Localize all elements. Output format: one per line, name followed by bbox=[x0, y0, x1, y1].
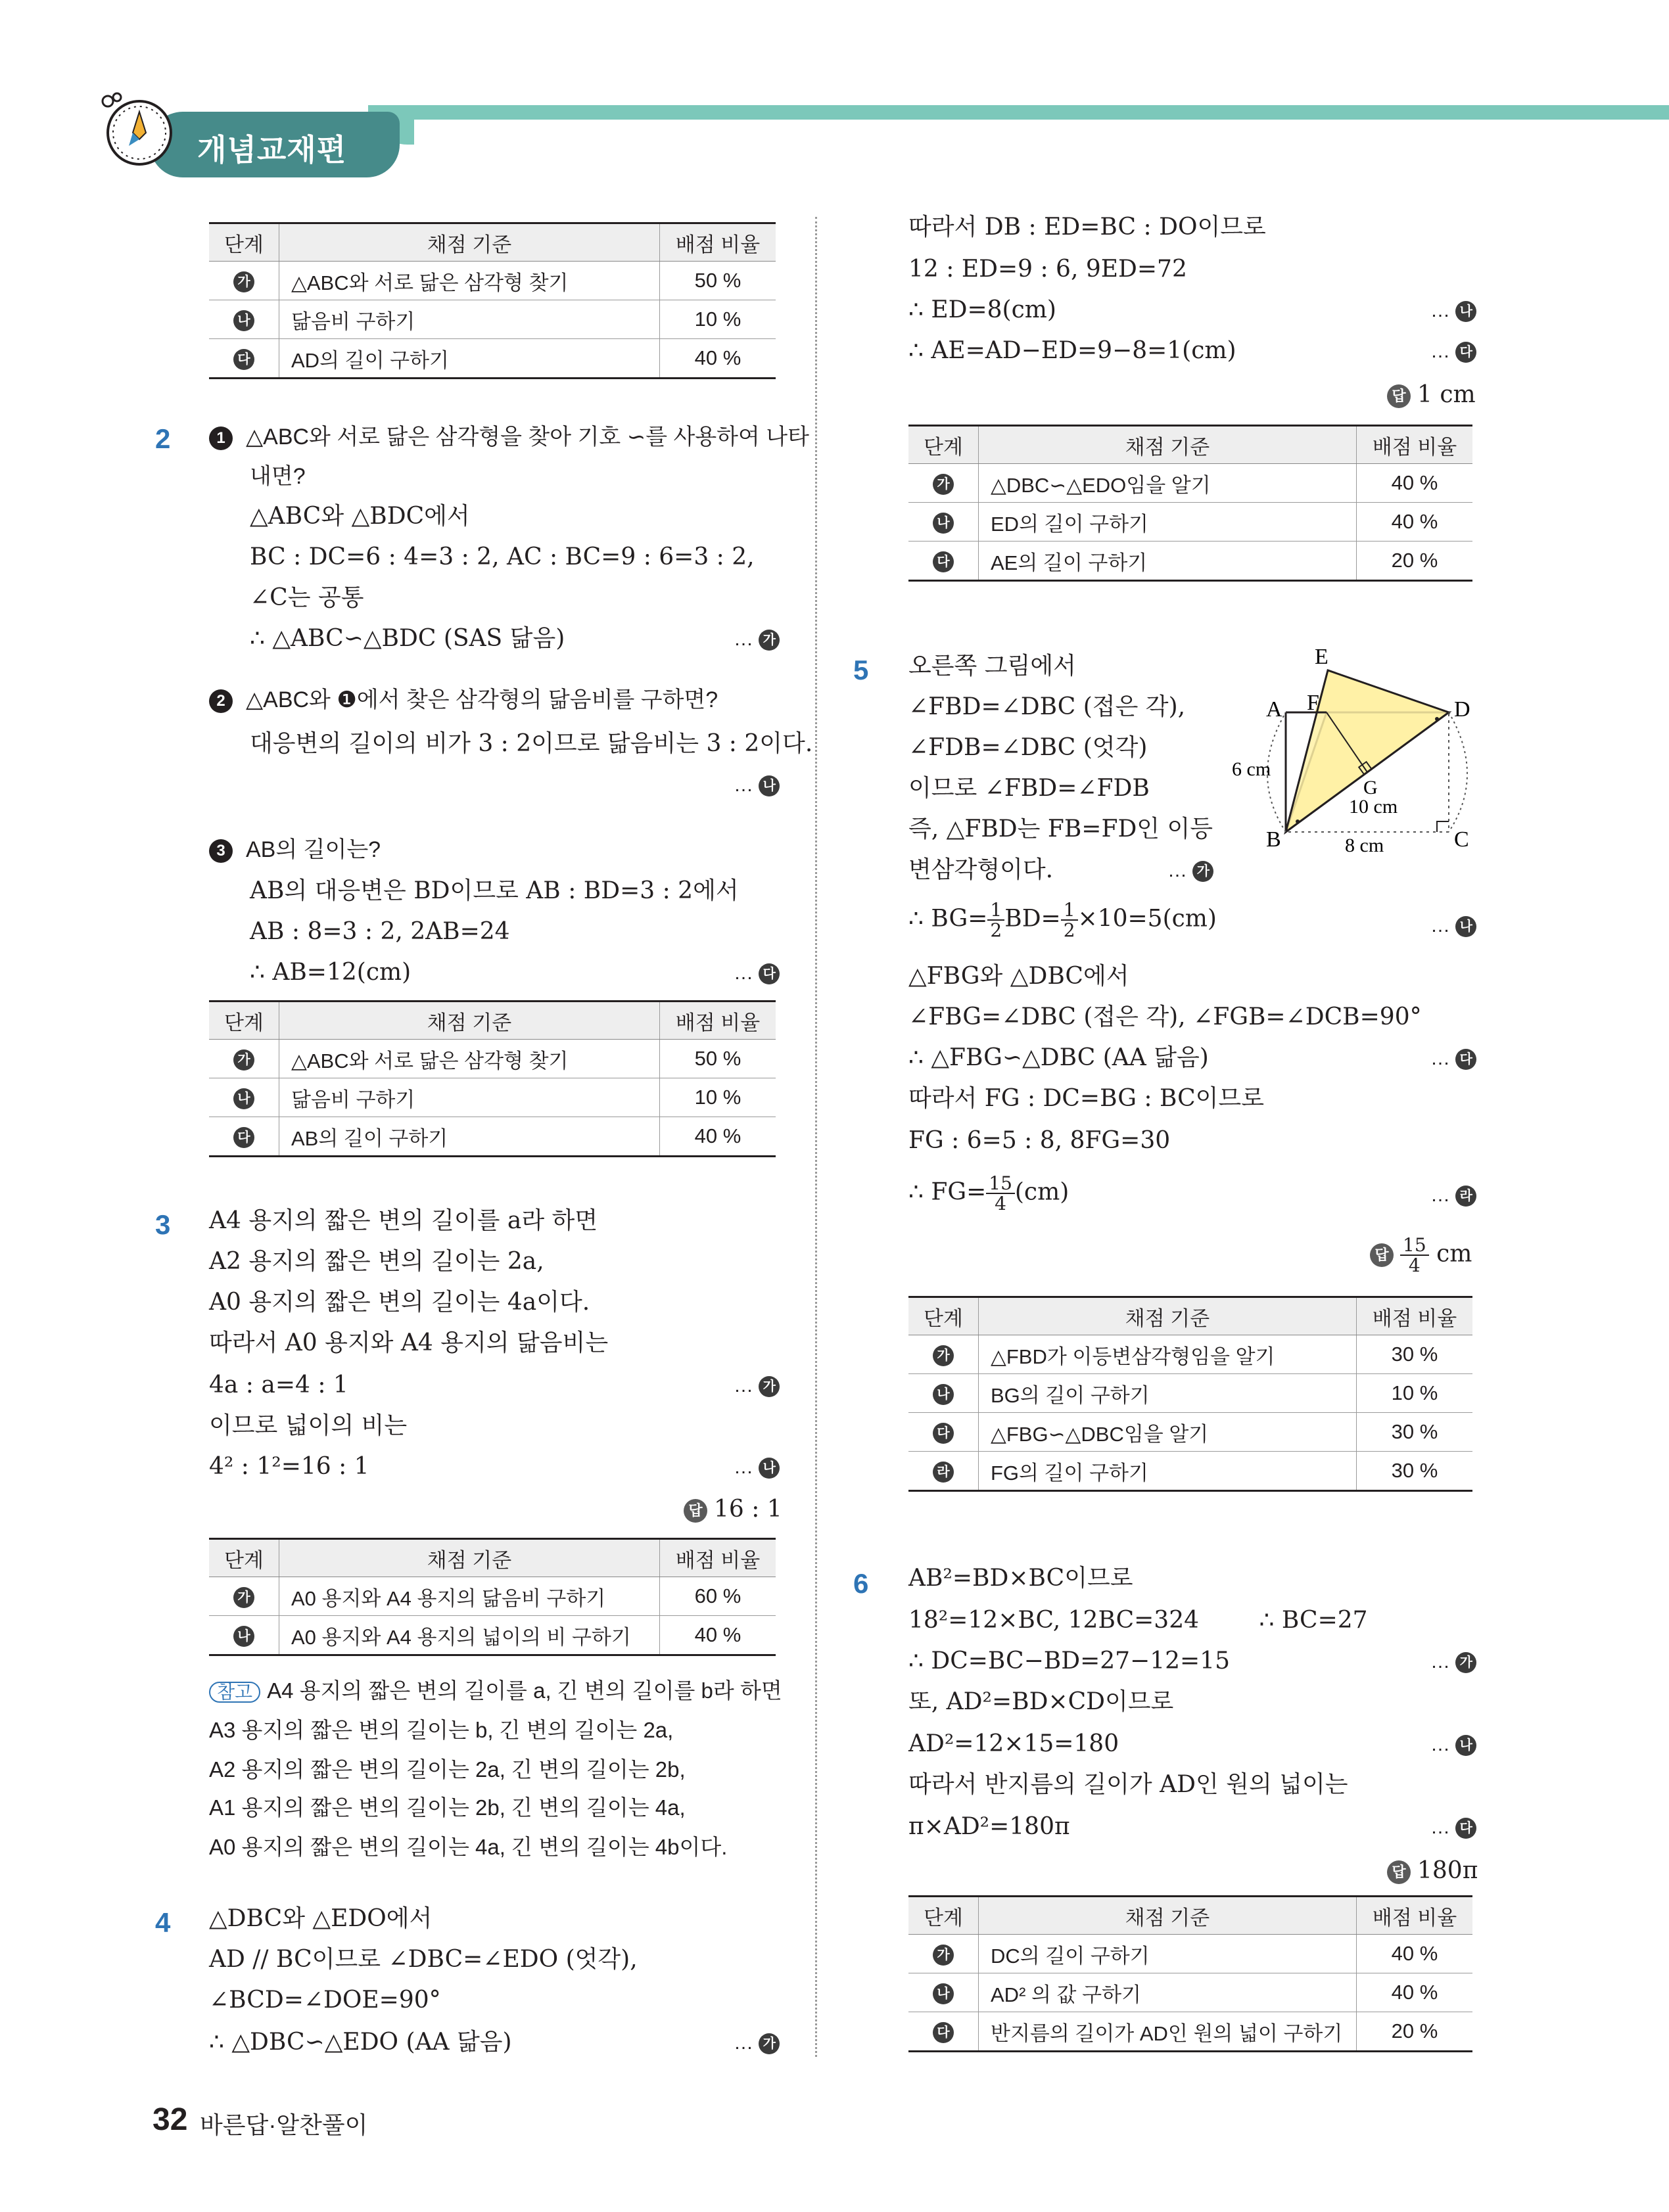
step-marker: … 가 bbox=[1430, 1651, 1476, 1673]
col-step: 단계 bbox=[908, 426, 979, 464]
table-row bbox=[209, 339, 776, 379]
col-criteria: 채점 기준 bbox=[979, 426, 1357, 464]
q4-line: △DBC와 △EDO에서 bbox=[209, 1905, 433, 1932]
answer-icon: 답 bbox=[1370, 1243, 1394, 1267]
table-q2 bbox=[209, 1000, 776, 1157]
step-mark: 나 bbox=[933, 513, 954, 534]
answer: 답 180π bbox=[1387, 1857, 1478, 1884]
q5-line: △FBG와 △DBC에서 bbox=[908, 963, 1129, 990]
header-band bbox=[368, 105, 1669, 120]
label-c: C bbox=[1454, 827, 1469, 852]
criteria-cell: DC의 길이 구하기 bbox=[979, 1935, 1357, 1973]
ratio-cell: 40 % bbox=[1357, 1935, 1473, 1973]
col-criteria: 채점 기준 bbox=[279, 223, 660, 262]
q2-line: AB의 대응변은 BD이므로 AB : BD=3 : 2에서 bbox=[250, 877, 739, 904]
ratio-cell: 10 % bbox=[1357, 1374, 1473, 1413]
note-line: 참고 A4 용지의 짧은 변의 길이를 a, 긴 변의 길이를 b라 하면 bbox=[209, 1680, 782, 1703]
length-ab: 6 cm bbox=[1232, 758, 1271, 780]
q2-line: ∴ AB=12(cm) bbox=[250, 959, 411, 986]
col-criteria: 채점 기준 bbox=[279, 1539, 660, 1577]
step-marker: … 가 bbox=[1167, 860, 1213, 882]
criteria-cell: △FBG∽△DBC임을 알기 bbox=[979, 1413, 1357, 1452]
ratio-cell: 20 % bbox=[1357, 2012, 1473, 2052]
step-mark: 가 bbox=[233, 1049, 254, 1071]
col-step: 단계 bbox=[209, 1002, 279, 1040]
q2-line: AB : 8=3 : 2, 2AB=24 bbox=[250, 918, 510, 945]
q2-part3-question: 3 AB의 길이는? bbox=[209, 839, 381, 863]
step-mark: 나 bbox=[933, 1384, 954, 1405]
ratio-cell: 10 % bbox=[660, 300, 776, 339]
table-row bbox=[908, 1413, 1472, 1452]
header-title: 개념교재편 bbox=[197, 133, 347, 167]
table-row bbox=[908, 464, 1472, 503]
q6-line: 또, AD²=BD×CD이므로 bbox=[908, 1688, 1174, 1715]
step-marker: … 가 bbox=[734, 1375, 780, 1397]
col-step: 단계 bbox=[209, 223, 279, 262]
answer: 답 $\frac{15}{4}$ cm bbox=[1370, 1235, 1472, 1276]
table-row bbox=[209, 1577, 776, 1616]
table-row bbox=[908, 1452, 1472, 1491]
step-marker: … 다 bbox=[1430, 340, 1476, 363]
label-f: F bbox=[1307, 691, 1319, 715]
col-criteria: 채점 기준 bbox=[979, 1297, 1357, 1335]
q6-line: AD²=12×15=180 bbox=[908, 1730, 1119, 1757]
ratio-cell: 50 % bbox=[660, 262, 776, 300]
col-ratio: 배점 비율 bbox=[660, 223, 776, 262]
step-marker: … 나 bbox=[1430, 915, 1476, 937]
q4-line: ∴ △DBC∽△EDO (AA 닮음) bbox=[209, 2029, 512, 2056]
label-g: G bbox=[1363, 777, 1378, 798]
q2-line: △ABC와 △BDC에서 bbox=[250, 503, 470, 530]
step-mark: 나 bbox=[933, 1983, 954, 2004]
q3-line: 따라서 A0 용지와 A4 용지의 닮음비는 bbox=[209, 1329, 609, 1356]
step-marker: … 가 bbox=[734, 2032, 780, 2054]
q4-line: AD // BC이므로 ∠DBC=∠EDO (엇각), bbox=[209, 1946, 638, 1973]
clock-icon bbox=[99, 92, 177, 171]
column-divider bbox=[815, 217, 817, 2057]
table-row bbox=[908, 1335, 1472, 1374]
q4-line: ∠BCD=∠DOE=90° bbox=[209, 1987, 441, 2014]
fraction: $\frac{1}{2}$ bbox=[987, 900, 1004, 940]
criteria-cell: △FBD가 이등변삼각형임을 알기 bbox=[979, 1335, 1357, 1374]
q2-line: ∠C는 공통 bbox=[250, 584, 364, 611]
criteria-cell: AD² 의 값 구하기 bbox=[979, 1973, 1357, 2012]
table-q1 bbox=[209, 222, 776, 379]
step-marker: … 나 bbox=[734, 774, 780, 796]
table-row bbox=[209, 262, 776, 300]
q2-line: ∴ △ABC∽△BDC (SAS 닮음) bbox=[250, 625, 565, 652]
table-row bbox=[209, 1117, 776, 1157]
ratio-cell: 10 % bbox=[660, 1078, 776, 1117]
q5-line: 변삼각형이다. bbox=[908, 856, 1054, 883]
question-number: 5 bbox=[853, 655, 869, 685]
q5-line: ∠FBG=∠DBC (접은 각), ∠FGB=∠DCB=90° bbox=[908, 1003, 1422, 1030]
criteria-cell: A0 용지와 A4 용지의 닮음비 구하기 bbox=[279, 1577, 660, 1616]
criteria-cell: A0 용지와 A4 용지의 넓이의 비 구하기 bbox=[279, 1616, 660, 1655]
q2-part1-question-cont: 내면? bbox=[250, 464, 306, 489]
step-mark: 가 bbox=[933, 474, 954, 495]
ratio-cell: 30 % bbox=[1357, 1335, 1473, 1374]
step-marker: … 라 bbox=[1430, 1184, 1476, 1207]
table-row bbox=[908, 503, 1472, 541]
criteria-cell: 반지름의 길이가 AD인 원의 넓이 구하기 bbox=[979, 2012, 1357, 2052]
col-criteria: 채점 기준 bbox=[979, 1897, 1357, 1935]
fraction: $\frac{15}{4}$ bbox=[1400, 1235, 1429, 1276]
table-q5 bbox=[908, 1296, 1472, 1492]
note-line: A3 용지의 짧은 변의 길이는 b, 긴 변의 길이는 2a, bbox=[209, 1718, 674, 1742]
step-mark: 다 bbox=[233, 1127, 254, 1148]
step-marker: … 나 bbox=[1430, 300, 1476, 322]
step-mark: 가 bbox=[233, 1587, 254, 1608]
label-d: D bbox=[1454, 697, 1470, 722]
criteria-cell: △ABC와 서로 닮은 삼각형 찾기 bbox=[279, 262, 660, 300]
q6-line: 18²=12×BC, 12BC=324 ∴ BC=27 bbox=[908, 1607, 1368, 1634]
table-row bbox=[209, 1078, 776, 1117]
q5-line: FG : 6=5 : 8, 8FG=30 bbox=[908, 1127, 1171, 1154]
q5-line: ∠FBD=∠DBC (접은 각), bbox=[908, 693, 1186, 720]
step-mark: 가 bbox=[233, 271, 254, 292]
step-mark: 다 bbox=[933, 2022, 954, 2043]
step-marker: … 다 bbox=[1430, 1048, 1476, 1070]
q6-line: π×AD²=180π bbox=[908, 1813, 1070, 1840]
table-row bbox=[908, 1935, 1472, 1973]
q5-line: ∴ △FBG∽△DBC (AA 닮음) bbox=[908, 1044, 1209, 1071]
table-q3 bbox=[209, 1538, 776, 1656]
criteria-cell: AD의 길이 구하기 bbox=[279, 339, 660, 379]
step-mark: 가 bbox=[933, 1945, 954, 1966]
q4-line: 12 : ED=9 : 6, 9ED=72 bbox=[908, 256, 1187, 283]
step-marker: … 나 bbox=[734, 1456, 780, 1479]
q6-line: AB²=BD×BC이므로 bbox=[908, 1565, 1133, 1592]
answer: 답 16 : 1 bbox=[684, 1496, 782, 1523]
q3-line: A0 용지의 짧은 변의 길이는 4a이다. bbox=[209, 1289, 590, 1316]
step-mark: 다 bbox=[933, 1423, 954, 1444]
table-row bbox=[908, 1374, 1472, 1413]
criteria-cell: FG의 길이 구하기 bbox=[979, 1452, 1357, 1491]
col-ratio: 배점 비율 bbox=[1357, 426, 1473, 464]
ratio-cell: 40 % bbox=[1357, 1973, 1473, 2012]
step-marker: … 가 bbox=[734, 628, 780, 651]
note-line: A0 용지의 짧은 변의 길이는 4a, 긴 변의 길이는 4b이다. bbox=[209, 1835, 728, 1859]
note-line: A2 용지의 짧은 변의 길이는 2a, 긴 변의 길이는 2b, bbox=[209, 1757, 686, 1782]
q3-line: 4² : 1²=16 : 1 bbox=[209, 1453, 369, 1480]
criteria-cell: △DBC∽△EDO임을 알기 bbox=[979, 464, 1357, 503]
page-number: 32 bbox=[153, 2102, 188, 2137]
footer-label: 바른답·알찬풀이 bbox=[200, 2111, 368, 2138]
criteria-cell: 닮음비 구하기 bbox=[279, 300, 660, 339]
note-tag: 참고 bbox=[209, 1682, 260, 1703]
answer-icon: 답 bbox=[1387, 384, 1411, 408]
length-bd: 10 cm bbox=[1349, 796, 1398, 818]
q2-line: BC : DC=6 : 4=3 : 2, AC : BC=9 : 6=3 : 2, bbox=[250, 543, 755, 570]
table-row bbox=[908, 1973, 1472, 2012]
q5-line: ∠FDB=∠DBC (엇각) bbox=[908, 734, 1148, 761]
ratio-cell: 50 % bbox=[660, 1040, 776, 1078]
question-number: 6 bbox=[853, 1568, 869, 1599]
table-row bbox=[209, 300, 776, 339]
q3-line: 이므로 넓이의 비는 bbox=[209, 1412, 408, 1439]
ratio-cell: 40 % bbox=[660, 1616, 776, 1655]
ratio-cell: 40 % bbox=[660, 1117, 776, 1157]
step-mark: 나 bbox=[233, 1088, 254, 1109]
q2-line: 대응변의 길이의 비가 3 : 2이므로 닮음비는 3 : 2이다. bbox=[250, 730, 813, 757]
q2-part2-question: 2 △ABC와 ❶에서 찾은 삼각형의 닮음비를 구하면? bbox=[209, 689, 718, 713]
question-number: 4 bbox=[155, 1907, 171, 1938]
note-line: A1 용지의 짧은 변의 길이는 2b, 긴 변의 길이는 4a, bbox=[209, 1795, 686, 1820]
q4-line: ∴ AE=AD−ED=9−8=1(cm) bbox=[908, 337, 1236, 364]
criteria-cell: 닮음비 구하기 bbox=[279, 1078, 660, 1117]
ratio-cell: 60 % bbox=[660, 1577, 776, 1616]
table-q4 bbox=[908, 425, 1472, 582]
circled-number: 2 bbox=[209, 689, 233, 713]
col-ratio: 배점 비율 bbox=[660, 1539, 776, 1577]
answer: 답 1 cm bbox=[1387, 381, 1476, 408]
q3-line: A4 용지의 짧은 변의 길이를 a라 하면 bbox=[209, 1207, 598, 1234]
ratio-cell: 30 % bbox=[1357, 1413, 1473, 1452]
step-mark: 나 bbox=[233, 1626, 254, 1647]
q4-line: ∴ ED=8(cm) bbox=[908, 296, 1056, 323]
fraction: $\frac{1}{2}$ bbox=[1061, 900, 1078, 940]
col-criteria: 채점 기준 bbox=[279, 1002, 660, 1040]
col-ratio: 배점 비율 bbox=[1357, 1297, 1473, 1335]
ratio-cell: 20 % bbox=[1357, 541, 1473, 581]
criteria-cell: △ABC와 서로 닮은 삼각형 찾기 bbox=[279, 1040, 660, 1078]
ratio-cell: 40 % bbox=[1357, 503, 1473, 541]
col-step: 단계 bbox=[908, 1297, 979, 1335]
question-number: 3 bbox=[155, 1209, 171, 1240]
q5-fg-line: ∴ FG= $\frac{15}{4}$ (cm) bbox=[908, 1172, 1070, 1215]
table-row bbox=[209, 1616, 776, 1655]
fraction: $\frac{15}{4}$ bbox=[986, 1174, 1015, 1214]
circled-number: 1 bbox=[209, 426, 233, 450]
table-row bbox=[908, 2012, 1472, 2052]
ratio-cell: 40 % bbox=[660, 339, 776, 379]
table-q6 bbox=[908, 1895, 1472, 2052]
step-marker: … 다 bbox=[1430, 1816, 1476, 1839]
answer-icon: 답 bbox=[1387, 1860, 1411, 1884]
q3-line: A2 용지의 짧은 변의 길이는 2a, bbox=[209, 1248, 544, 1275]
circled-number: 3 bbox=[209, 839, 233, 863]
q5-line: 따라서 FG : DC=BG : BC이므로 bbox=[908, 1085, 1264, 1112]
col-ratio: 배점 비율 bbox=[660, 1002, 776, 1040]
q5-figure bbox=[1223, 644, 1479, 861]
ratio-cell: 40 % bbox=[1357, 464, 1473, 503]
table-row bbox=[209, 1040, 776, 1078]
criteria-cell: AE의 길이 구하기 bbox=[979, 541, 1357, 581]
step-mark: 가 bbox=[933, 1345, 954, 1366]
label-b: B bbox=[1266, 827, 1281, 852]
step-mark: 다 bbox=[233, 349, 254, 370]
step-mark: 다 bbox=[933, 551, 954, 572]
answer-icon: 답 bbox=[684, 1499, 707, 1523]
step-mark: 나 bbox=[233, 310, 254, 331]
q6-line: ∴ DC=BC−BD=27−12=15 bbox=[908, 1647, 1230, 1674]
criteria-cell: BG의 길이 구하기 bbox=[979, 1374, 1357, 1413]
q2-part1-question: 1 △ABC와 서로 닮은 삼각형을 찾아 기호 ∽를 사용하여 나타 bbox=[209, 426, 809, 450]
question-number: 2 bbox=[155, 423, 171, 454]
col-step: 단계 bbox=[908, 1897, 979, 1935]
criteria-cell: ED의 길이 구하기 bbox=[979, 503, 1357, 541]
step-marker: … 다 bbox=[734, 962, 780, 984]
table-row bbox=[908, 541, 1472, 581]
q5-line: 즉, △FBD는 FB=FD인 이등 bbox=[908, 816, 1213, 842]
step-marker: … 나 bbox=[1430, 1734, 1476, 1756]
col-ratio: 배점 비율 bbox=[1357, 1897, 1473, 1935]
q3-line: 4a : a=4 : 1 bbox=[209, 1371, 348, 1398]
q4-line: 따라서 DB : ED=BC : DO이므로 bbox=[908, 214, 1266, 241]
col-step: 단계 bbox=[209, 1539, 279, 1577]
label-e: E bbox=[1315, 645, 1328, 669]
label-a: A bbox=[1266, 697, 1282, 722]
q5-bg-line: ∴ BG= $\frac{1}{2}$ BD= $\frac{1}{2}$ ×10=5(cm) bbox=[908, 899, 1217, 942]
ratio-cell: 30 % bbox=[1357, 1452, 1473, 1491]
q5-line: 오른쪽 그림에서 bbox=[908, 653, 1076, 680]
q6-line: 따라서 반지름의 길이가 AD인 원의 넓이는 bbox=[908, 1771, 1348, 1798]
criteria-cell: AB의 길이 구하기 bbox=[279, 1117, 660, 1157]
q5-line: 이므로 ∠FBD=∠FDB bbox=[908, 775, 1150, 802]
length-bc: 8 cm bbox=[1345, 835, 1384, 856]
step-mark: 라 bbox=[933, 1462, 954, 1483]
